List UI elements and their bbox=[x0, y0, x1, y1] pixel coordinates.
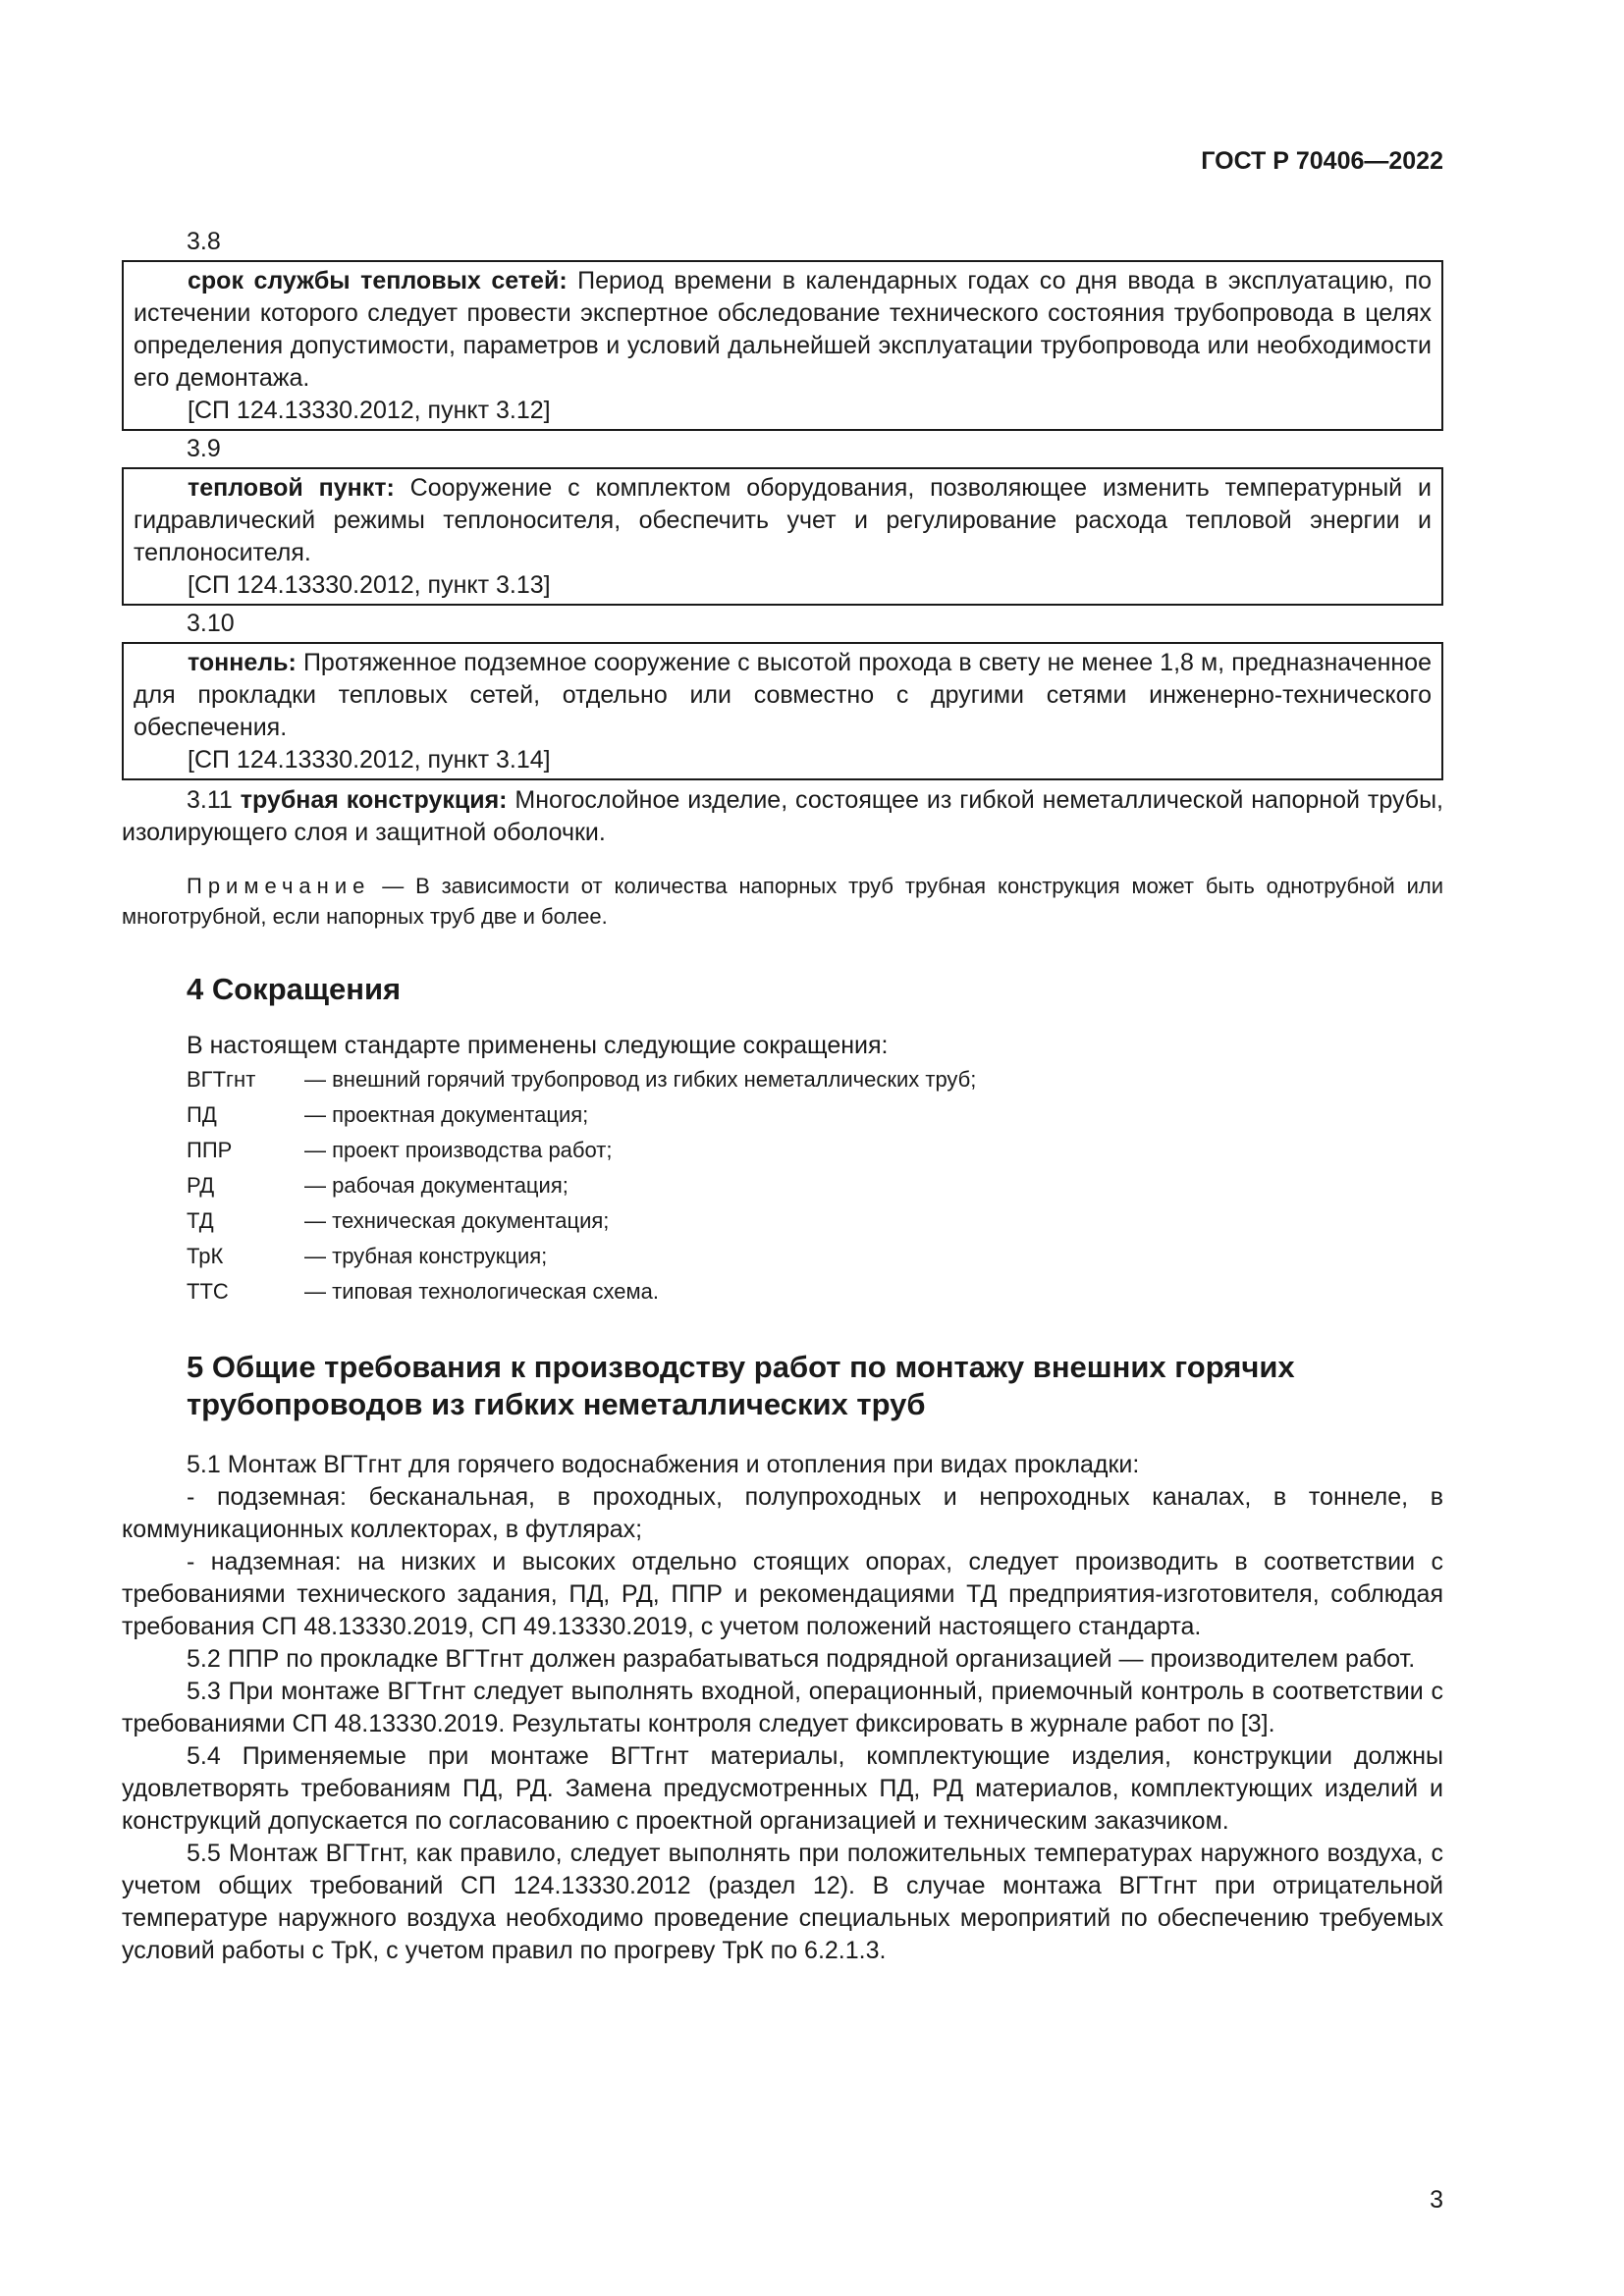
abbr-item bbox=[122, 1062, 1443, 1097]
term-number: 3.9 bbox=[187, 435, 221, 462]
abbr-desc: — проектная документация; bbox=[304, 1102, 589, 1127]
document-code: ГОСТ Р 70406—2022 bbox=[1201, 147, 1443, 175]
term-paragraph bbox=[134, 265, 1432, 395]
term-source: [СП 124.13330.2012, пункт 3.12] bbox=[188, 397, 551, 424]
paragraph-5-4: 5.4 Применяемые при монтаже ВГТгнт материалы, комплектующие изделия, конструкции должны удовлетворять требованиям ПД, РД. Замена предусмотренных ПД, РД материалов, комплектующих изделий и конструкций допускается по согласованию с проектной организацией и техническим заказчиком. bbox=[122, 1742, 1443, 1835]
note-text: — В зависимости от количества напорных труб трубная конструкция может быть однотрубной или многотрубной, если напорных труб две и более. bbox=[122, 874, 1443, 929]
term-definition: Сооружение с комплектом оборудования, позволяющее изменить температурный и гидравлический режимы теплоносителя, обеспечить учет и регулирование расхода тепловой энергии и теплоносителя. bbox=[134, 474, 1432, 566]
term-paragraph bbox=[134, 472, 1432, 569]
term-name: трубная конструкция: bbox=[240, 786, 508, 814]
abbr-desc: — проект производства работ; bbox=[304, 1138, 613, 1162]
paragraph-5-5: 5.5 Монтаж ВГТгнт, как правило, следует выполнять при положительных температурах наружного воздуха, с учетом общих требований СП 124.13330.2012 (раздел 12). В случае монтажа ВГТгнт при отрицательной температуре наружного воздуха необходимо проведение специальных мероприятий по обеспечению требуемых условий работы с ТрК, с учетом правил по прогреву ТрК по 6.2.1.3. bbox=[122, 1840, 1443, 1964]
section-5-title bbox=[122, 1349, 1443, 1423]
abbr-item bbox=[122, 1274, 1443, 1309]
term-definition: Протяженное подземное сооружение с высотой прохода в свету не менее 1,8 м, предназначенное для прокладки тепловых сетей, отдельно или совместно с другими сетями инженерно-технического обеспечения. bbox=[134, 649, 1432, 741]
paragraph-5-1-b: - надземная: на низких и высоких отдельно стоящих опорах, следует производить в соответствии с требованиями технического задания, ПД, РД, ППР и рекомендациями ТД предприятия-изготовителя, соблюдая требования СП 48.13330.2019, СП 49.13330.2019, с учетом положений настоящего стандарта. bbox=[122, 1548, 1443, 1640]
term-paragraph bbox=[134, 647, 1432, 744]
abbr-desc: — техническая документация; bbox=[304, 1208, 610, 1233]
note-label: Примечание bbox=[187, 874, 371, 898]
paragraph-5-1-a: - подземная: бесканальная, в проходных, полупроходных и непроходных каналах, в тоннеле, в коммуникационных коллекторах, в футлярах; bbox=[122, 1483, 1443, 1543]
section-5-title-line1: 5 Общие требования к производству работ по монтажу внешних горячих bbox=[187, 1350, 1295, 1384]
abbr-item bbox=[122, 1133, 1443, 1168]
abbr-item bbox=[122, 1168, 1443, 1203]
term-box bbox=[122, 642, 1443, 780]
abbr-code: РД bbox=[187, 1173, 215, 1198]
section-5-body bbox=[122, 1449, 1443, 1967]
abbr-item bbox=[122, 1203, 1443, 1239]
paragraph-5-1: 5.1 Монтаж ВГТгнт для горячего водоснабжения и отопления при видах прокладки: bbox=[187, 1451, 1140, 1478]
abbr-desc: — рабочая документация; bbox=[304, 1173, 568, 1198]
paragraph-5-3: 5.3 При монтаже ВГТгнт следует выполнять входной, операционный, приемочный контроль в соответствии с требованиями СП 48.13330.2019. Результаты контроля следует фиксировать в журнале работ по [3]. bbox=[122, 1678, 1443, 1737]
term-definition: Период времени в календарных годах со дня ввода в эксплуатацию, по истечении которого следует провести экспертное обследование технического состояния трубопровода в целях определения допустимости, параметров и условий дальнейшей эксплуатации трубопровода или необходимости его демонтажа. bbox=[134, 267, 1432, 392]
term-number: 3.11 bbox=[187, 786, 233, 814]
abbr-item bbox=[122, 1097, 1443, 1133]
term-source: [СП 124.13330.2012, пункт 3.14] bbox=[188, 746, 551, 774]
abbr-code: ПД bbox=[187, 1102, 217, 1127]
abbr-code: ППР bbox=[187, 1138, 233, 1162]
term-number: 3.10 bbox=[187, 610, 235, 637]
page-content bbox=[122, 224, 1443, 1967]
section-4-title: 4 Сокращения bbox=[187, 972, 402, 1006]
abbr-desc: — типовая технологическая схема. bbox=[304, 1279, 659, 1304]
term-name: тоннель: bbox=[188, 649, 297, 676]
term-definition: Многослойное изделие, состоящее из гибкой неметаллической напорной трубы, изолирующего слоя и защитной оболочки. bbox=[122, 786, 1443, 846]
term-number: 3.8 bbox=[187, 228, 221, 255]
abbr-code: ВГТгнт bbox=[187, 1067, 256, 1092]
abbr-desc: — внешний горячий трубопровод из гибких неметаллических труб; bbox=[304, 1067, 977, 1092]
term-311-paragraph bbox=[122, 784, 1443, 849]
term-name: срок службы тепловых сетей: bbox=[188, 267, 568, 294]
paragraph-5-2: 5.2 ППР по прокладке ВГТгнт должен разрабатываться подрядной организацией — производителем работ. bbox=[187, 1645, 1416, 1673]
abbr-code: ТТС bbox=[187, 1279, 229, 1304]
page-number: 3 bbox=[1430, 2186, 1443, 2214]
abbr-code: ТрК bbox=[187, 1244, 224, 1268]
abbr-list bbox=[122, 1062, 1443, 1309]
abbr-item bbox=[122, 1239, 1443, 1274]
section-5-title-line2: трубопроводов из гибких неметаллических труб bbox=[187, 1387, 926, 1421]
note bbox=[122, 871, 1443, 932]
term-source: [СП 124.13330.2012, пункт 3.13] bbox=[188, 571, 551, 599]
abbr-desc: — трубная конструкция; bbox=[304, 1244, 548, 1268]
abbr-code: ТД bbox=[187, 1208, 214, 1233]
term-name: тепловой пункт: bbox=[188, 474, 395, 502]
term-box bbox=[122, 467, 1443, 606]
term-box bbox=[122, 260, 1443, 431]
abbr-intro: В настоящем стандарте применены следующие сокращения: bbox=[187, 1032, 889, 1059]
